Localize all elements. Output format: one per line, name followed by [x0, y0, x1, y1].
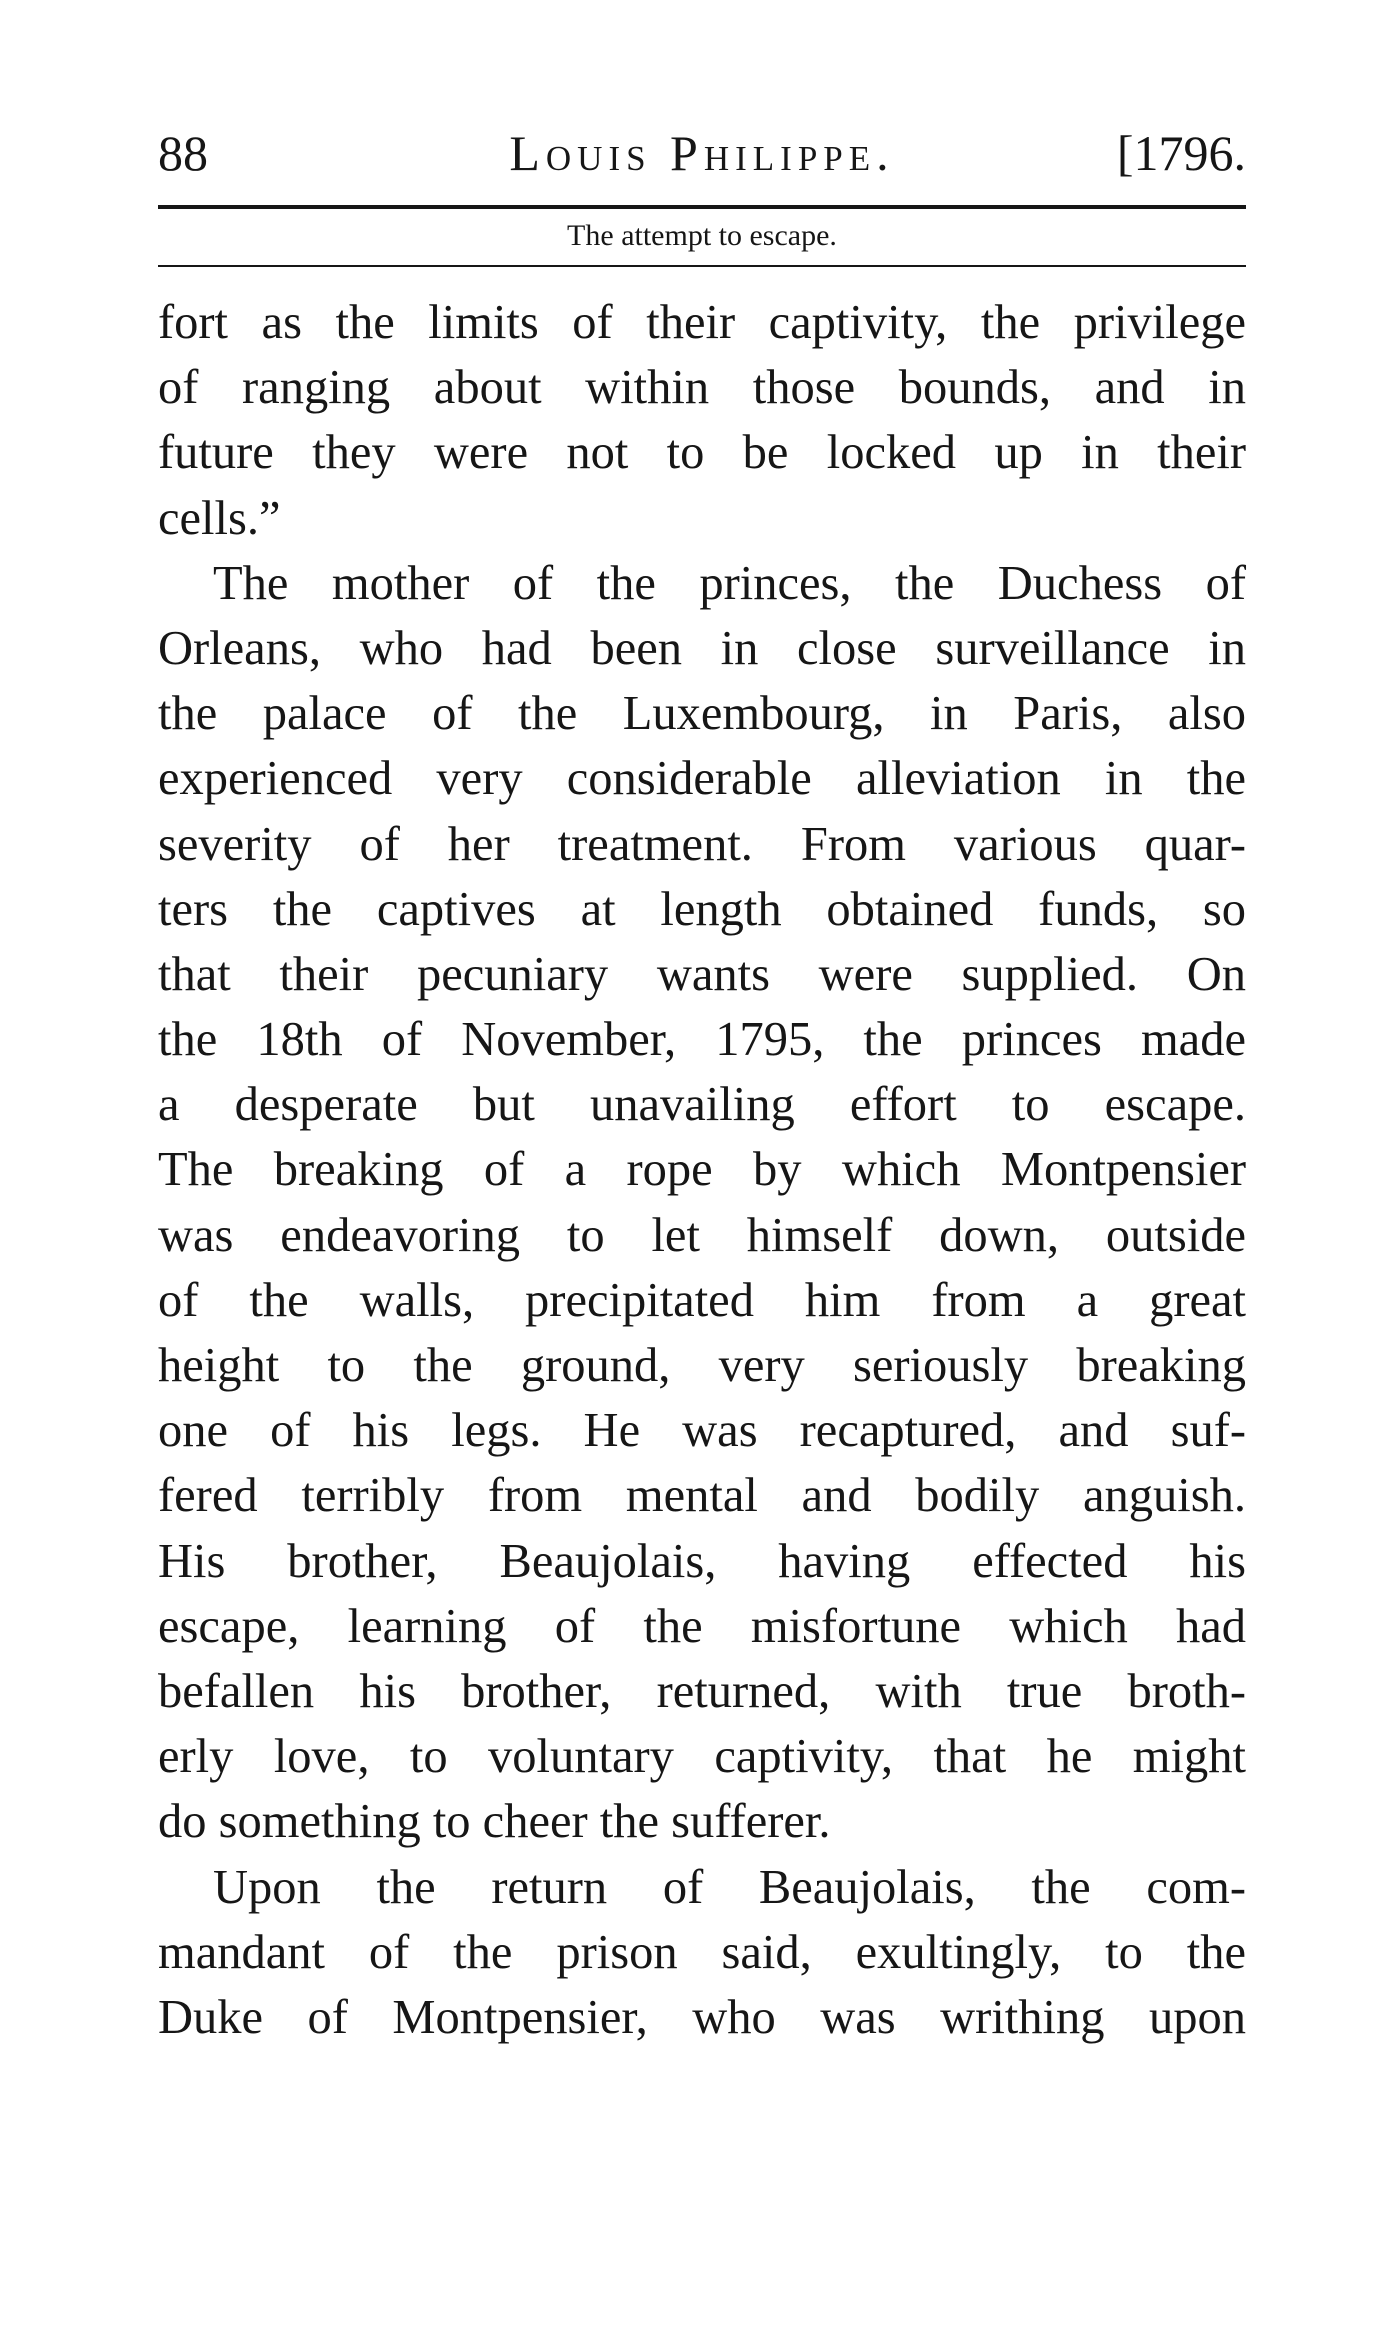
text-line: do something to cheer the sufferer.: [158, 1795, 831, 1849]
text-line: severity of her treatment. From various quar-: [158, 817, 1246, 871]
body-text: [158, 290, 1246, 2050]
text-line: one of his legs. He was recaptured, and suf-: [158, 1404, 1246, 1458]
text-line: the palace of the Luxembourg, in Paris, also: [158, 687, 1246, 741]
header-year: [1796.: [1116, 125, 1246, 181]
header-rule-bottom: [158, 265, 1246, 267]
text-line: fort as the limits of their captivity, the privilege: [158, 296, 1246, 349]
text-line: fered terribly from mental and bodily anguish.: [158, 1469, 1246, 1523]
text-line: that their pecuniary wants were supplied. On: [158, 947, 1246, 1001]
section-heading: The attempt to escape.: [567, 219, 837, 252]
text-line: future they were not to be locked up in their: [158, 426, 1246, 480]
text-line: of ranging about within those bounds, and in: [158, 361, 1246, 415]
text-line: Upon the return of Beaujolais, the com-: [213, 1860, 1246, 1914]
text-line: erly love, to voluntary captivity, that he might: [158, 1730, 1246, 1784]
text-line: Orleans, who had been in close surveillance in: [158, 621, 1246, 675]
page-number: 88: [158, 125, 208, 181]
text-line: ters the captives at length obtained funds, so: [158, 882, 1246, 936]
text-line: the 18th of November, 1795, the princes made: [158, 1013, 1246, 1067]
text-line: cells.”: [158, 491, 281, 545]
text-line: a desperate but unavailing effort to escape.: [158, 1078, 1246, 1132]
text-line: of the walls, precipitated him from a great: [158, 1273, 1246, 1327]
text-line: height to the ground, very seriously breaking: [158, 1339, 1246, 1392]
header-rule-top: [158, 205, 1246, 209]
text-line: mandant of the prison said, exultingly, to the: [158, 1925, 1246, 1979]
text-line: The breaking of a rope by which Montpensier: [158, 1143, 1246, 1197]
text-line: Duke of Montpensier, who was writhing upon: [158, 1990, 1246, 2044]
running-title: Louis Philippe.: [509, 125, 895, 181]
text-line: His brother, Beaujolais, having effected his: [158, 1534, 1246, 1588]
running-header: [158, 118, 1246, 188]
text-line: befallen his brother, returned, with true broth-: [158, 1664, 1246, 1718]
text-line: was endeavoring to let himself down, outside: [158, 1208, 1246, 1262]
text-line: experienced very considerable alleviation in the: [158, 752, 1246, 806]
text-line: escape, learning of the misfortune which had: [158, 1599, 1246, 1653]
text-line: The mother of the princes, the Duchess of: [213, 556, 1246, 610]
